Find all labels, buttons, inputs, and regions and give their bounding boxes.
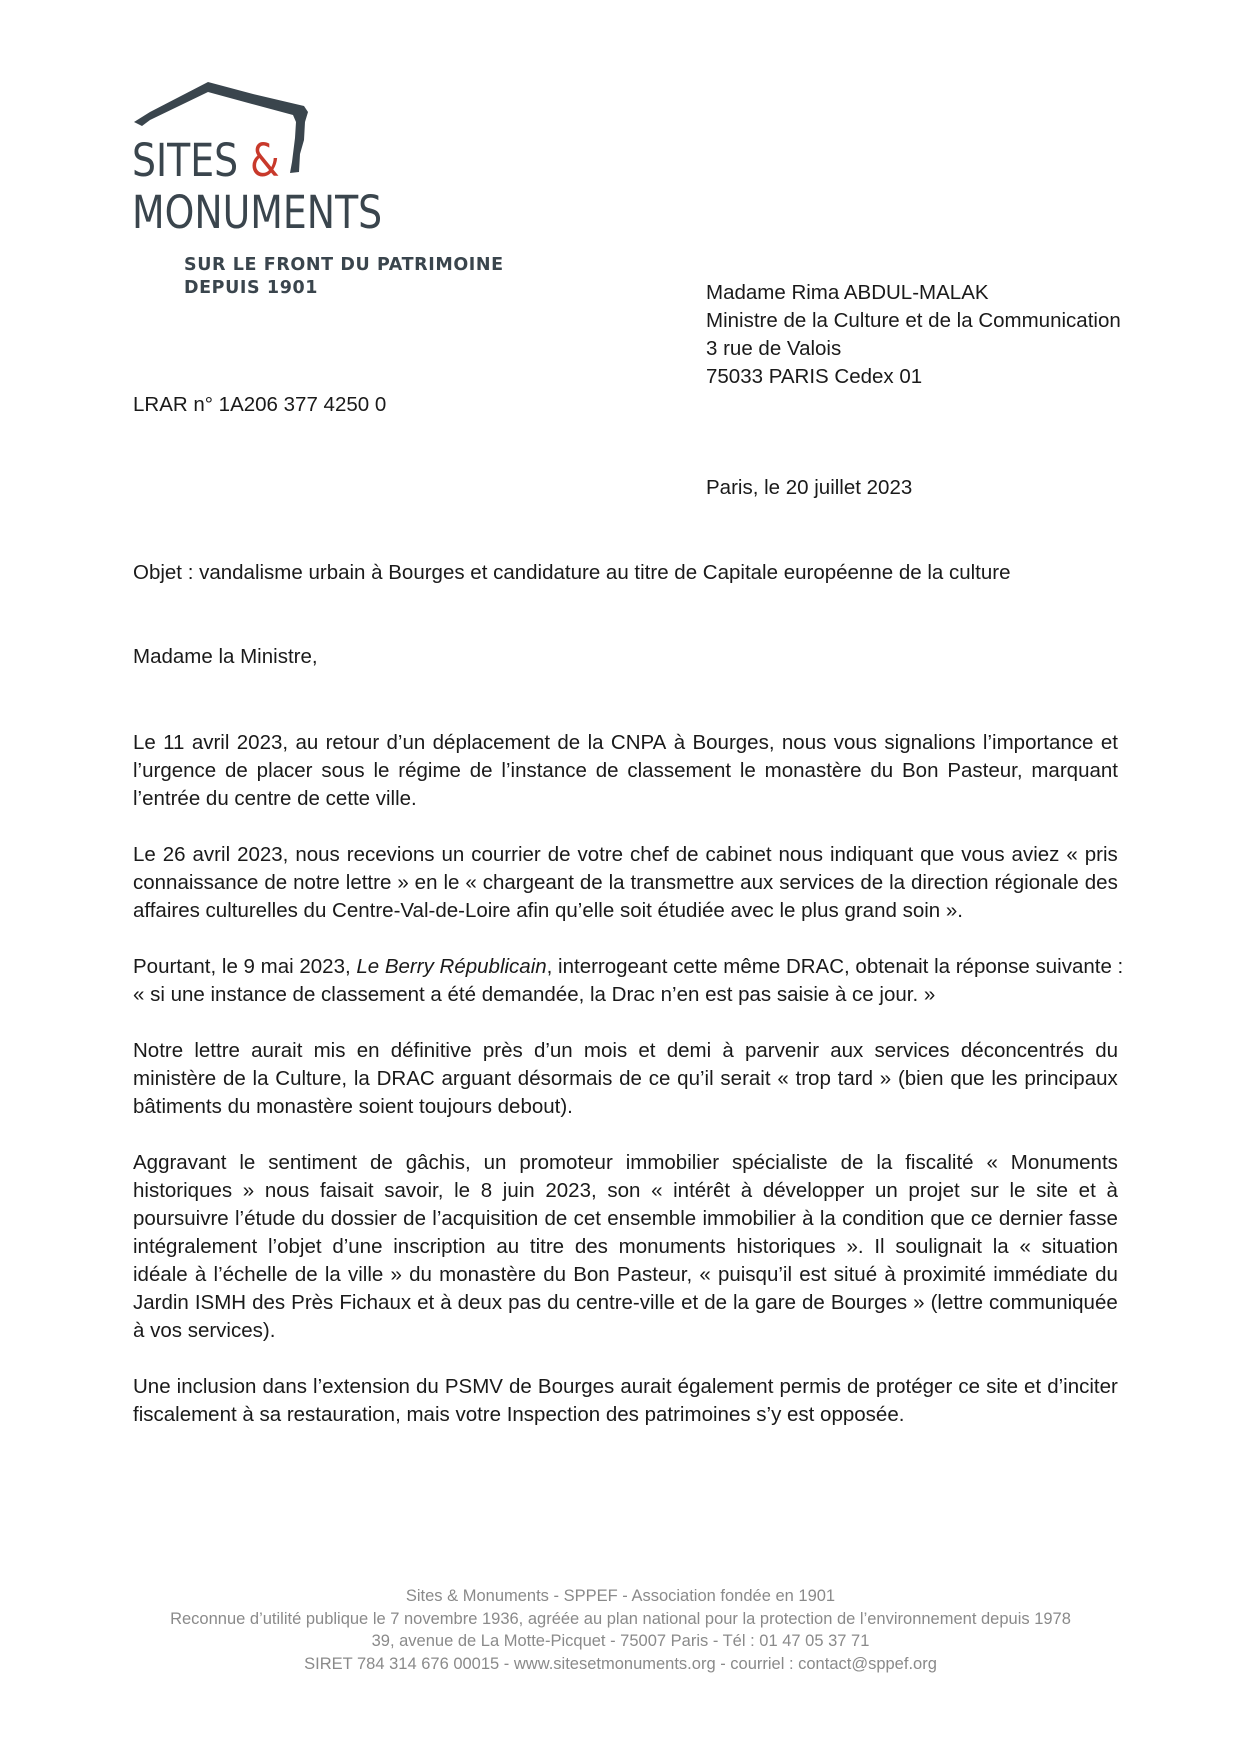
paragraph-line: Le 26 avril 2023, nous recevions un courrier de votre chef de cabinet nous indiquant que vous aviez « pris [133, 843, 1118, 866]
brand-ampersand: & [250, 134, 280, 187]
paragraph-line: ministère de la Culture, la DRAC arguant désormais de ce qu’il serait « trop tard » (bien que les principaux [133, 1067, 1118, 1090]
paragraph-line: l’urgence de placer sous le régime de l’instance de classement le monastère du Bon Pasteur, marquant [133, 759, 1118, 782]
paragraph-6 [133, 1373, 1118, 1429]
paragraph-line: affaires culturelles du Centre-Val-de-Loire afin qu’elle soit étudiée avec le plus grand soin ». [133, 899, 963, 922]
paragraph-line: Aggravant le sentiment de gâchis, un promoteur immobilier spécialiste de la fiscalité « Monuments [133, 1151, 1118, 1174]
paragraph-line: Une inclusion dans l’extension du PSMV de Bourges aurait également permis de protéger ce site et d’inciter [133, 1375, 1118, 1398]
tagline-line2: DEPUIS 1901 [184, 278, 319, 298]
footer-address-line: 39, avenue de La Motte-Picquet - 75007 Paris - Tél : 01 47 05 37 71 [371, 1632, 870, 1650]
paragraph-5 [133, 1149, 1118, 1345]
footer-association-line: Sites & Monuments - SPPEF - Association fondée en 1901 [405, 1587, 836, 1605]
brand-name-line2: MONUMENTS [132, 186, 383, 239]
letter-date: Paris, le 20 juillet 2023 [706, 476, 913, 499]
paragraph-line: Jardin ISMH des Près Fichaux et à deux pas du centre-ville et de la gare de Bourges » (lettre communiquée [133, 1291, 1118, 1314]
recipient-street: 3 rue de Valois [706, 337, 842, 360]
paragraph-line: l’entrée du centre de cette ville. [133, 787, 417, 810]
registered-mail-reference: LRAR n° 1A206 377 4250 0 [133, 393, 387, 416]
paragraph-line: Pourtant, le 9 mai 2023, Le Berry Républicain, interrogeant cette même DRAC, obtenait la réponse suivante : [133, 955, 1124, 978]
salutation: Madame la Ministre, [133, 645, 318, 668]
paragraph-line: Le 11 avril 2023, au retour d’un déplacement de la CNPA à Bourges, nous vous signalions l’importance et [133, 731, 1118, 754]
letter-subject: Objet : vandalisme urbain à Bourges et candidature au titre de Capitale européenne de la culture [133, 561, 1011, 584]
recipient-name: Madame Rima ABDUL-MALAK [706, 281, 989, 304]
recipient-address [706, 279, 1121, 391]
paragraph-line: « si une instance de classement a été demandée, la Drac n’en est pas saisie à ce jour. » [133, 983, 936, 1006]
paragraph-line: Notre lettre aurait mis en définitive près d’un mois et demi à parvenir aux services déconcentrés du [133, 1039, 1118, 1062]
paragraph-line: à vos services). [133, 1319, 276, 1342]
recipient-city: 75033 PARIS Cedex 01 [706, 365, 923, 388]
paragraph-line: fiscalement à sa restauration, mais votre Inspection des patrimoines s’y est opposée. [133, 1403, 905, 1426]
letter-footer [0, 1585, 1241, 1675]
paragraph-line: bâtiments du monastère soient toujours debout). [133, 1095, 573, 1118]
paragraph-line: poursuivre l’étude du dossier de l’acquisition de cet ensemble immobilier à la condition que ce dernier fasse [133, 1207, 1118, 1230]
footer-recognition-line: Reconnue d’utilité publique le 7 novembre 1936, agréée au plan national pour la protection de l’environnement depuis 1978 [170, 1609, 1071, 1628]
paragraph-line: idéale à l’échelle de la ville » du monastère du Bon Pasteur, « puisqu’il est situé à proximité immédiate du [133, 1263, 1118, 1286]
letterhead-logo [128, 80, 528, 300]
paragraph-2 [133, 841, 1118, 925]
brand-name-line1: SITES & [132, 134, 280, 187]
tagline-line1: SUR LE FRONT DU PATRIMOINE [184, 255, 504, 275]
recipient-title: Ministre de la Culture et de la Communication [706, 309, 1121, 332]
footer-contact-line: SIRET 784 314 676 00015 - www.sitesetmonuments.org - courriel : contact@sppef.org [304, 1654, 937, 1673]
paragraph-4 [133, 1037, 1118, 1121]
paragraph-line: connaissance de notre lettre » en le « chargeant de la transmettre aux services de la direction régionale des [133, 871, 1118, 894]
paragraph-line: intégralement l’objet d’une inscription au titre des monuments historiques ». Il soulignait la « situation [133, 1235, 1118, 1258]
newspaper-title: Le Berry Républicain [356, 955, 547, 978]
paragraph-1 [133, 729, 1118, 813]
paragraph-line: historiques » nous faisait savoir, le 8 juin 2023, son « intérêt à développer un projet sur le site et à [133, 1179, 1118, 1202]
paragraph-3 [133, 953, 1124, 1009]
